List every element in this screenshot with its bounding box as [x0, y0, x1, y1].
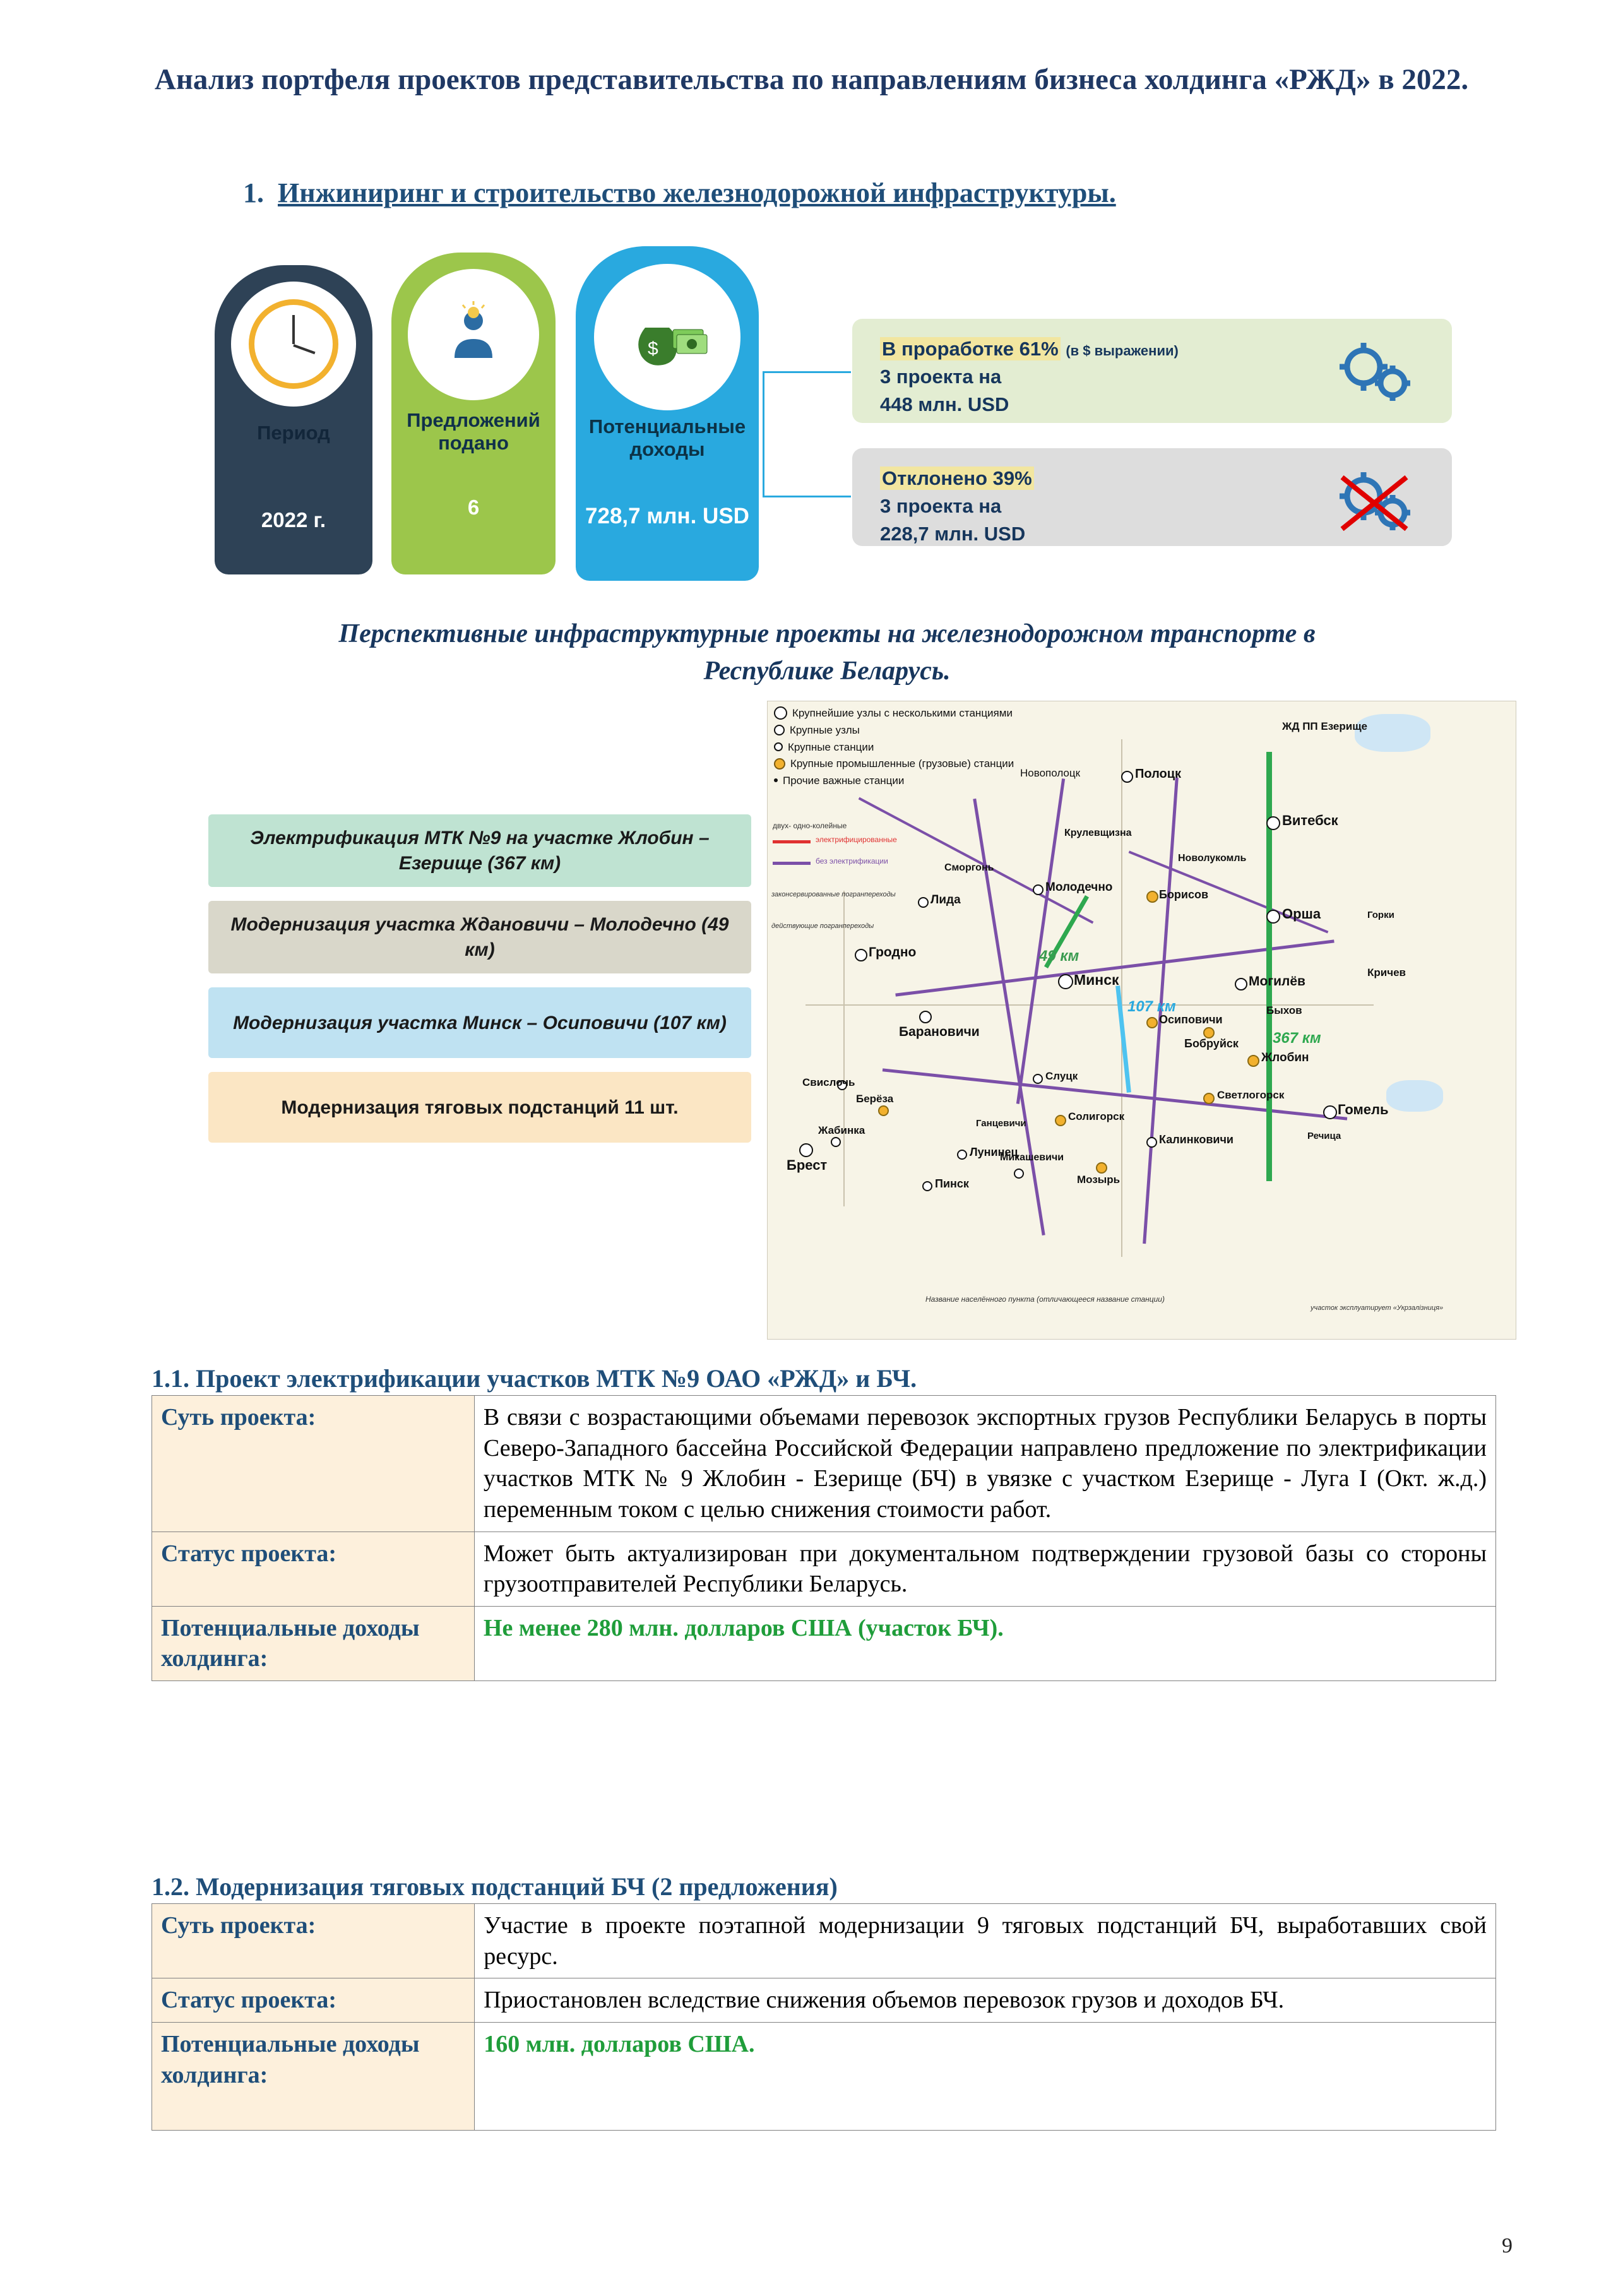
table-row	[152, 1532, 1496, 1606]
map-city-baranovichi: Барановичи	[899, 1025, 980, 1039]
row2-value-status: Приостановлен вследствие снижения объемов перевозок грузов и доходов БЧ.	[475, 1978, 1496, 2023]
map-note-ukrzaliznytsia: участок эксплуатирует «Укрзалізниця»	[1311, 1304, 1444, 1312]
map-city-mogilev: Могилёв	[1249, 974, 1305, 989]
node-industrial-icon	[774, 758, 785, 770]
income-value: 728,7 млн. USD	[585, 504, 749, 528]
map-legend-label-3: Крупные станции	[788, 741, 874, 753]
map-node-mogilev	[1235, 978, 1247, 990]
period-circle	[231, 282, 356, 407]
section-1-heading	[243, 177, 1442, 209]
row-value-essence: В связи с возрастающими объемами перевозок экспортных грузов Республики Беларусь в порты Северо-Западного бассейна Российской Федерации направлено предложение по электрификации участков МТК № 9 Жлобин - Езерище (БЧ) в увязке с участком Езерище - Луга I (Окт. ж.д.) переменным током с целью снижения стоимости работ.	[474, 1396, 1495, 1532]
map-city-vitebsk: Витебск	[1282, 812, 1338, 828]
section-1-number: 1.	[243, 177, 264, 208]
leader-line-1	[763, 371, 851, 373]
map-legend-row-5	[774, 775, 1014, 787]
info-card-period	[215, 265, 372, 574]
map-legend-nonelectrified-label: без электрификации	[816, 857, 888, 865]
infographic	[215, 246, 1452, 574]
callout-rejected	[852, 448, 1452, 546]
map-city-luninets: Лунинец	[970, 1146, 1018, 1158]
legend-block-electrification: Электрификация МТК №9 на участке Жлобин – Езерище (367 км)	[208, 814, 751, 887]
node-large-icon	[774, 706, 787, 720]
map-city-novolukoml: Новолукомль	[1178, 853, 1247, 864]
callout-in-progress-line3: 448 млн. USD	[880, 393, 1009, 416]
map-node-kalinkovichi	[1146, 1137, 1157, 1148]
map-node-orsha	[1266, 910, 1280, 924]
map-caption: Перспективные инфраструктурные проекты на железнодорожном транспорте в Республике Беларусь.	[338, 619, 1316, 686]
map-city-mozyr: Мозырь	[1077, 1174, 1121, 1186]
row2-value-income: 160 млн. долларов США.	[475, 2022, 1496, 2130]
lightbulb-person-icon	[439, 300, 508, 369]
table-row	[152, 2022, 1496, 2130]
callout-rejected-text	[880, 465, 1034, 548]
section-1-title: Инжиниринг и строительство железнодорожной инфраструктуры.	[278, 177, 1116, 208]
map-city-molodechno: Молодечно	[1045, 881, 1113, 894]
map-legend-gauge-label: двух- одно-колейные	[773, 821, 847, 830]
map-node-minsk	[1058, 974, 1073, 989]
period-value: 2022 г.	[261, 508, 326, 532]
row-label-income: Потенциальные доходы холдинга:	[152, 1606, 475, 1680]
map-city-orsha: Орша	[1282, 906, 1321, 922]
map-city-svisloch: Свислочь	[802, 1076, 855, 1088]
table-row	[152, 1606, 1496, 1680]
map-note-conserved: законсервированные погранпереходы	[771, 891, 896, 898]
map-city-borisov: Борисов	[1159, 888, 1209, 901]
map-city-slutsk: Слуцк	[1045, 1070, 1078, 1082]
map-node-baranovichi	[919, 1011, 932, 1023]
info-card-income	[576, 246, 759, 581]
proposals-circle	[408, 269, 539, 400]
table-subsection-1-2	[152, 1903, 1496, 2131]
map-city-bykhov: Быхов	[1266, 1004, 1302, 1016]
map-city-osipovichi: Осиповичи	[1159, 1013, 1223, 1026]
income-circle	[594, 264, 740, 410]
map-node-grodno	[855, 949, 867, 961]
map-region-border-1	[843, 891, 845, 1206]
callout-rejected-line3: 228,7 млн. USD	[880, 523, 1026, 545]
callout-in-progress-line1: В проработке 61%	[880, 337, 1061, 360]
period-label: Период	[257, 422, 330, 444]
leader-line-3	[763, 496, 851, 497]
map-city-zhlobin: Жлобин	[1261, 1051, 1309, 1064]
row-value-income: Не менее 280 млн. долларов США (участок БЧ).	[474, 1606, 1495, 1680]
map-note-settlement: Название населённого пункта (отличающееся название станции)	[925, 1295, 1165, 1304]
map-node-gomel	[1323, 1105, 1337, 1119]
map-node-zhlobin	[1247, 1055, 1259, 1067]
map-node-osipovichi	[1146, 1017, 1158, 1028]
table-row	[152, 1978, 1496, 2023]
callout-in-progress	[852, 319, 1452, 423]
node-mid-icon	[774, 725, 785, 735]
map-legend-electrified-label: электрифицированные	[816, 835, 897, 844]
row2-label-essence: Суть проекта:	[152, 1904, 475, 1978]
gears-icon	[1327, 334, 1422, 410]
map-node-lida	[918, 897, 929, 908]
gears-crossed-icon	[1327, 463, 1422, 539]
map-city-rechitsa: Речица	[1307, 1131, 1341, 1141]
map-water-2	[1386, 1080, 1443, 1112]
map-legend-row-4	[774, 758, 1014, 770]
map-node-vitebsk	[1266, 816, 1280, 830]
legend-block-zhdanovichi: Модернизация участка Ждановичи – Молодечно (49 км)	[208, 901, 751, 973]
row2-label-status: Статус проекта:	[152, 1978, 475, 2023]
map-city-mikashevichi: Микашевичи	[1000, 1152, 1064, 1163]
map-city-gomel: Гомель	[1338, 1102, 1389, 1117]
map-legend-label-4: Крупные промышленные (грузовые) станции	[790, 758, 1014, 770]
map-label-zd-pp-ezerishche: ЖД ПП Езерище	[1282, 720, 1368, 732]
map-city-brest: Брест	[787, 1157, 828, 1173]
map-legend-label-2: Крупные узлы	[790, 724, 860, 736]
map-legend-label-5: Прочие важные станции	[783, 774, 905, 787]
callout-in-progress-note: (в $ выражении)	[1066, 343, 1179, 359]
map-line-nonelectrified-sample	[773, 862, 811, 865]
map-city-smorgon: Сморгонь	[944, 862, 994, 873]
table-row	[152, 1904, 1496, 1978]
row-value-status: Может быть актуализирован при документальном подтверждении грузовой базы со стороны грузоотправителей Республики Беларусь.	[474, 1532, 1495, 1606]
belarus-railway-map	[767, 701, 1516, 1340]
info-card-proposals	[391, 253, 556, 574]
map-km-label-367: 367 км	[1273, 1030, 1321, 1047]
map-legend-row-1	[774, 706, 1014, 720]
map-water-1	[1355, 714, 1430, 752]
map-node-mozyr	[1096, 1162, 1107, 1174]
map-node-borisov	[1146, 891, 1158, 903]
svg-text:$: $	[648, 338, 658, 359]
map-node-luninets	[957, 1150, 967, 1160]
map-city-gantsevichi: Ганцевичи	[976, 1118, 1026, 1129]
row2-value-essence: Участие в проекте поэтапной модернизации 9 тяговых подстанций БЧ, выработавших свой ресурс.	[475, 1904, 1496, 1978]
map-city-svetlogorsk: Светлогорск	[1217, 1089, 1285, 1101]
map-node-zhabinka	[831, 1137, 841, 1147]
map-node-mikashevichi	[1014, 1169, 1024, 1179]
leader-line-2	[763, 371, 764, 497]
map-node-molodechno	[1033, 884, 1043, 895]
row-label-status: Статус проекта:	[152, 1532, 475, 1606]
map-line-electrified-sample	[773, 840, 811, 843]
legend-block-substations: Модернизация тяговых подстанций 11 шт.	[208, 1072, 751, 1143]
map-city-krulevshchizna: Крулевщизна	[1064, 828, 1132, 838]
map-node-brest	[799, 1143, 813, 1157]
map-city-kalinkovichi: Калинковичи	[1159, 1133, 1234, 1146]
map-city-bereza: Берёза	[856, 1093, 894, 1105]
map-note-active: действующие погранпереходы	[771, 922, 874, 930]
callout-in-progress-text	[880, 335, 1179, 419]
proposals-value: 6	[467, 496, 480, 519]
map-km-label-107: 107 км	[1127, 998, 1176, 1015]
node-tiny-icon	[774, 778, 778, 782]
row-label-essence: Суть проекта:	[152, 1396, 475, 1532]
map-city-lida: Лида	[930, 893, 961, 907]
map-city-minsk: Минск	[1074, 972, 1119, 988]
map-km-label-49: 49 км	[1039, 948, 1079, 965]
map-legend-key	[774, 706, 1014, 791]
map-legend-row-3	[774, 741, 1014, 754]
map-legend-row-2	[774, 724, 1014, 737]
income-label: Потенциальные доходы	[588, 415, 746, 460]
page-number: 9	[1502, 2234, 1513, 2257]
callout-in-progress-line2: 3 проекта на	[880, 366, 1002, 388]
subsection-1-1-heading: 1.1. Проект электрификации участков МТК №9 ОАО «РЖД» и БЧ.	[152, 1364, 917, 1393]
map-city-soligorsk: Солигорск	[1068, 1110, 1125, 1122]
table-row	[152, 1396, 1496, 1532]
callout-rejected-line2: 3 проекта на	[880, 495, 1002, 518]
table-subsection-1-1	[152, 1395, 1496, 1681]
map-city-gorki: Горки	[1367, 910, 1394, 920]
map-legend-label-1: Крупнейшие узлы с несколькими станциями	[792, 706, 1013, 719]
callout-rejected-line1: Отклонено 39%	[880, 467, 1034, 490]
map-city-krichev: Кричев	[1367, 967, 1406, 978]
map-city-bobruysk: Бобруйск	[1184, 1037, 1239, 1050]
map-city-polotsk: Полоцк	[1135, 767, 1182, 781]
map-node-pinsk	[922, 1181, 932, 1191]
map-node-soligorsk	[1055, 1115, 1066, 1126]
map-node-slutsk	[1033, 1074, 1043, 1084]
row2-label-income: Потенциальные доходы холдинга:	[152, 2022, 475, 2130]
map-node-svetlogorsk	[1203, 1093, 1215, 1104]
subsection-1-2-heading: 1.2. Модернизация тяговых подстанций БЧ (2 предложения)	[152, 1872, 838, 1901]
legend-block-minsk-osipovichi: Модернизация участка Минск – Осиповичи (107 км)	[208, 987, 751, 1058]
map-city-zhabinka: Жабинка	[818, 1124, 865, 1136]
node-small-icon	[774, 742, 783, 751]
map-region-border-2	[1121, 739, 1122, 1257]
map-city-grodno: Гродно	[869, 945, 917, 960]
map-city-pinsk: Пинск	[935, 1177, 969, 1190]
project-legend-blocks	[208, 814, 751, 1157]
map-node-polotsk	[1121, 771, 1133, 783]
proposals-label: Предложений подано	[407, 409, 540, 454]
page-title: Анализ портфеля проектов представительства по направлениям бизнеса холдинга «РЖД» в 2022.	[154, 63, 1469, 96]
map-city-novopolotsk: Новополоцк	[1020, 767, 1081, 779]
map-node-bereza	[878, 1105, 889, 1116]
money-bag-icon	[626, 306, 708, 369]
